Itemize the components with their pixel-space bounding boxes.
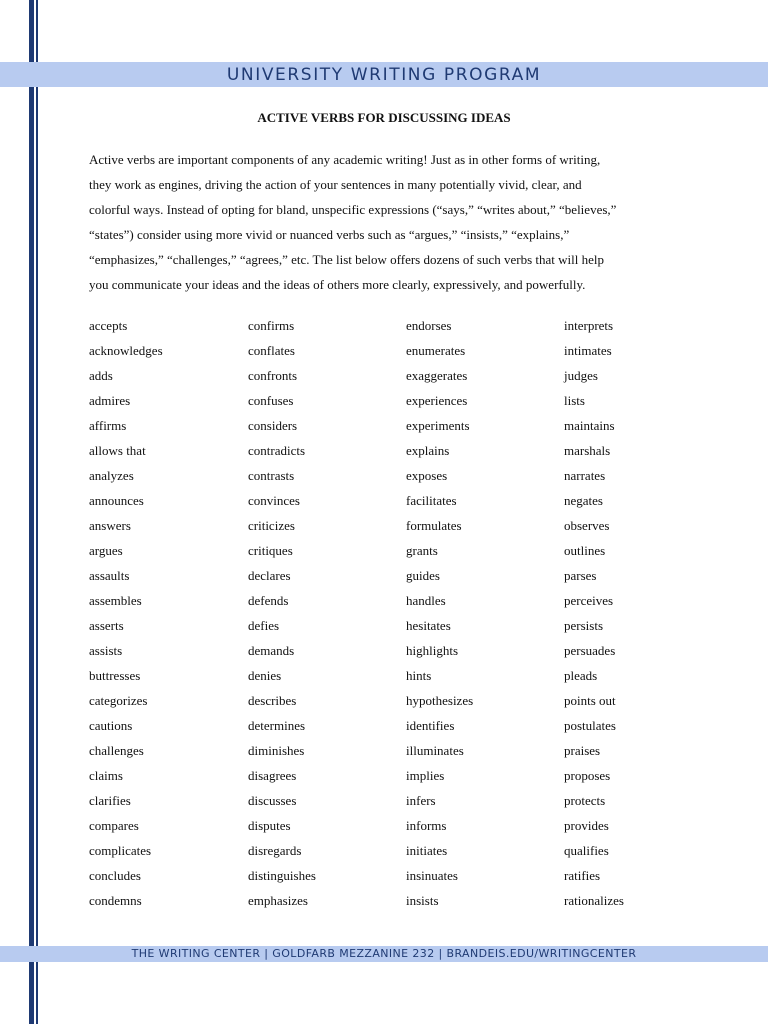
verb-item: highlights xyxy=(406,643,459,658)
verb-item: illuminates xyxy=(406,743,464,758)
verb-item: disregards xyxy=(248,843,302,858)
verb-item: provides xyxy=(564,818,609,833)
verb-item: insinuates xyxy=(406,868,458,883)
verb-item: cautions xyxy=(89,718,133,733)
verb-item: handles xyxy=(406,593,446,608)
verb-item: convinces xyxy=(248,493,300,508)
verb-item: determines xyxy=(248,718,306,733)
verb-item: parses xyxy=(564,568,597,583)
verb-item: assaults xyxy=(89,568,130,583)
verb-item: grants xyxy=(406,543,438,558)
verb-item: hypothesizes xyxy=(406,693,474,708)
verb-item: persists xyxy=(564,618,603,633)
verb-item: lists xyxy=(564,393,585,408)
intro-line: Active verbs are important components of any academic writing! Just as in other forms of writing, xyxy=(89,152,601,167)
verb-item: assists xyxy=(89,643,123,658)
verb-item: outlines xyxy=(564,543,606,558)
verb-item: analyzes xyxy=(89,468,134,483)
verb-item: acknowledges xyxy=(89,343,163,358)
verb-item: allows that xyxy=(89,443,146,458)
verb-item: adds xyxy=(89,368,113,383)
verb-item: affirms xyxy=(89,418,127,433)
verb-item: proposes xyxy=(564,768,611,783)
verb-item: exposes xyxy=(406,468,448,483)
verb-item: initiates xyxy=(406,843,448,858)
footer-text: THE WRITING CENTER | GOLDFARB MEZZANINE 232 | BRANDEIS.EDU/WRITINGCENTER xyxy=(131,947,637,960)
verb-item: confuses xyxy=(248,393,294,408)
left-border-thick-rule xyxy=(29,0,34,1024)
intro-line: “states”) consider using more vivid or nuanced verbs such as “argues,” “insists,” “explains,” xyxy=(89,227,570,242)
verb-item: perceives xyxy=(564,593,614,608)
verb-column-2 xyxy=(248,313,316,913)
verb-item: pleads xyxy=(564,668,598,683)
verb-item: concludes xyxy=(89,868,141,883)
verb-item: criticizes xyxy=(248,518,295,533)
verb-item: diminishes xyxy=(248,743,305,758)
verb-item: clarifies xyxy=(89,793,131,808)
verb-item: experiences xyxy=(406,393,468,408)
verb-item: asserts xyxy=(89,618,124,633)
verb-item: answers xyxy=(89,518,131,533)
verb-item: guides xyxy=(406,568,440,583)
verb-item: considers xyxy=(248,418,298,433)
verb-item: defies xyxy=(248,618,280,633)
verb-item: declares xyxy=(248,568,291,583)
verb-item: points out xyxy=(564,693,616,708)
left-border-thin-rule xyxy=(36,0,38,1024)
verb-item: hesitates xyxy=(406,618,451,633)
verb-item: condemns xyxy=(89,893,142,908)
verb-item: praises xyxy=(564,743,601,758)
verb-item: confronts xyxy=(248,368,298,383)
verb-item: persuades xyxy=(564,643,616,658)
verb-item: hints xyxy=(406,668,432,683)
intro-line: you communicate your ideas and the ideas of others more clearly, expressively, and powerfully. xyxy=(89,277,586,292)
verb-item: implies xyxy=(406,768,445,783)
verb-item: insists xyxy=(406,893,439,908)
verb-item: critiques xyxy=(248,543,293,558)
verb-item: distinguishes xyxy=(248,868,316,883)
verb-item: complicates xyxy=(89,843,152,858)
verb-item: conflates xyxy=(248,343,295,358)
verb-item: confirms xyxy=(248,318,295,333)
verb-item: narrates xyxy=(564,468,606,483)
verb-item: informs xyxy=(406,818,447,833)
verb-item: negates xyxy=(564,493,603,508)
verb-item: disputes xyxy=(248,818,291,833)
verb-column-4 xyxy=(564,313,624,913)
document-subtitle: ACTIVE VERBS FOR DISCUSSING IDEAS xyxy=(257,110,511,125)
verb-column-1 xyxy=(89,313,163,913)
intro-line: they work as engines, driving the action of your sentences in many potentially vivid, clear, and xyxy=(89,177,582,192)
verb-item: formulates xyxy=(406,518,462,533)
verb-item: contrasts xyxy=(248,468,295,483)
verb-item: demands xyxy=(248,643,295,658)
verb-item: assembles xyxy=(89,593,142,608)
verb-item: identifies xyxy=(406,718,455,733)
verb-item: challenges xyxy=(89,743,144,758)
verb-item: discusses xyxy=(248,793,297,808)
verb-item: claims xyxy=(89,768,123,783)
verb-item: denies xyxy=(248,668,282,683)
verb-item: experiments xyxy=(406,418,470,433)
verb-item: exaggerates xyxy=(406,368,468,383)
intro-line: colorful ways. Instead of opting for bland, unspecific expressions (“says,” “writes about,” “believes,” xyxy=(89,202,617,217)
verb-item: explains xyxy=(406,443,450,458)
verb-item: announces xyxy=(89,493,144,508)
verb-item: contradicts xyxy=(248,443,306,458)
verb-item: admires xyxy=(89,393,131,408)
verb-item: compares xyxy=(89,818,139,833)
verb-item: rationalizes xyxy=(564,893,624,908)
verb-item: categorizes xyxy=(89,693,148,708)
verb-item: observes xyxy=(564,518,610,533)
verb-item: facilitates xyxy=(406,493,457,508)
verb-item: infers xyxy=(406,793,436,808)
verb-item: protects xyxy=(564,793,606,808)
verb-item: maintains xyxy=(564,418,615,433)
verb-item: qualifies xyxy=(564,843,609,858)
verb-item: disagrees xyxy=(248,768,297,783)
verb-column-3 xyxy=(406,313,473,913)
verb-item: marshals xyxy=(564,443,611,458)
intro-paragraph xyxy=(89,147,689,297)
verb-item: ratifies xyxy=(564,868,601,883)
verb-item: emphasizes xyxy=(248,893,308,908)
verb-item: judges xyxy=(564,368,598,383)
verb-item: buttresses xyxy=(89,668,141,683)
verb-item: describes xyxy=(248,693,297,708)
verb-item: argues xyxy=(89,543,123,558)
verb-item: interprets xyxy=(564,318,614,333)
verb-item: defends xyxy=(248,593,289,608)
header-title: UNIVERSITY WRITING PROGRAM xyxy=(226,65,542,85)
verb-item: postulates xyxy=(564,718,616,733)
verb-item: intimates xyxy=(564,343,612,358)
verb-item: accepts xyxy=(89,318,128,333)
intro-line: “emphasizes,” “challenges,” “agrees,” etc. The list below offers dozens of such verbs that will help xyxy=(89,252,604,267)
verb-item: endorses xyxy=(406,318,452,333)
verb-item: enumerates xyxy=(406,343,466,358)
